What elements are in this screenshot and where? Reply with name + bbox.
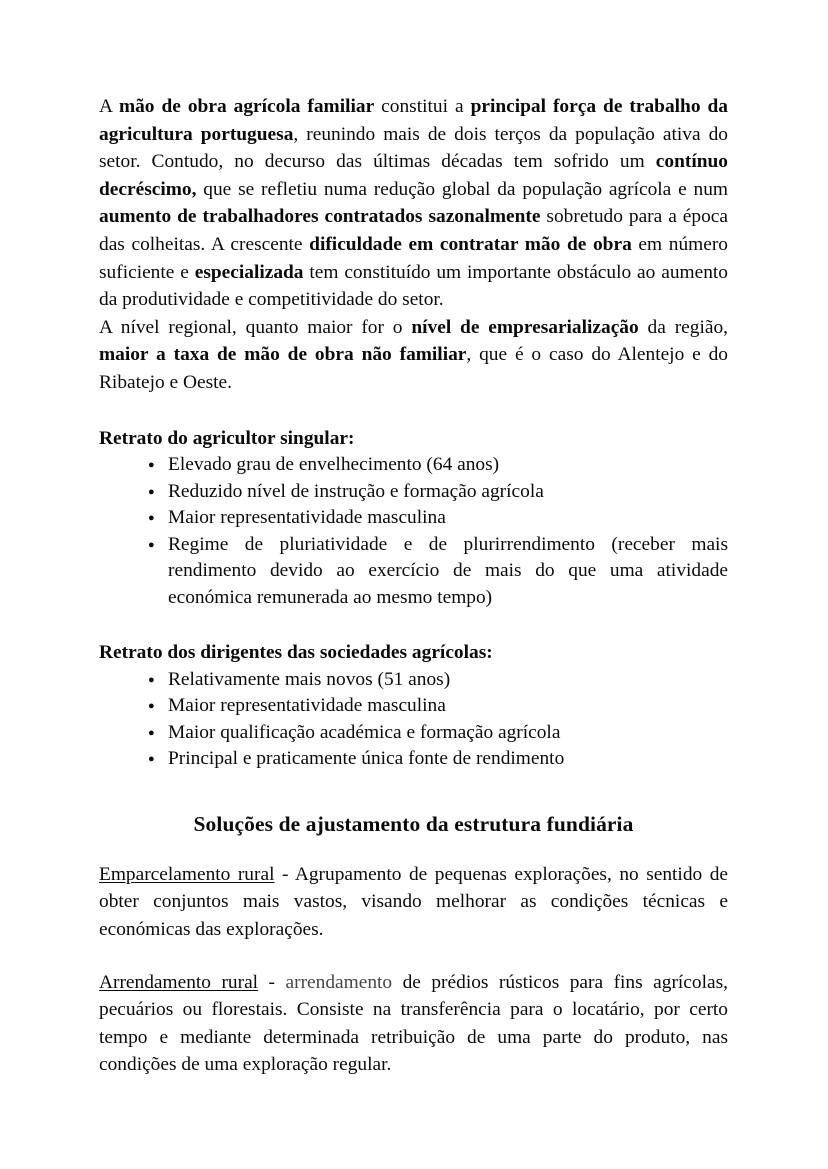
list-item: ● Elevado grau de envelhecimento (64 anos) (148, 452, 728, 479)
heading-retrato-dirigentes-sociedades: Retrato dos dirigentes das sociedades agrícolas: (99, 642, 493, 664)
text-run: , que é o caso do Alentejo e do Ribatejo e Oeste. (99, 344, 728, 393)
text-run: Agrupamento de pequenas explorações, no sentido de obter conjuntos mais vastos, visando melhorar as condições técnicas e económicas das explorações. (99, 863, 729, 940)
text-run: em número suficiente e (99, 233, 728, 283)
text-run: constitui a (374, 96, 471, 117)
text-run: que se refletiu numa redução global da população agrícola e num (196, 178, 728, 200)
list-agricultor-singular (99, 452, 728, 611)
text-run: sobretudo para a época das colheitas. A crescente (99, 206, 728, 255)
text-run: - (258, 971, 286, 993)
document-body (99, 93, 728, 1079)
definition-term: Emparcelamento rural (99, 863, 275, 885)
text-run: A nível regional, quanto maior for o (99, 316, 412, 338)
spacer (99, 611, 728, 639)
spacer (99, 773, 728, 809)
heading-retrato-agricultor-singular: Retrato do agricultor singular: (99, 427, 355, 449)
bold-run-principal-forca: principal força de trabalho da agricultura portuguesa (99, 96, 729, 145)
paragraph-intro (99, 93, 728, 314)
definition-emparcelamento-rural (99, 861, 728, 944)
list-item: ● Maior representatividade masculina (148, 505, 728, 532)
list-item: ● Regime de pluriatividade e de plurirrendimento (receber mais rendimento devido ao exercício de mais do que uma atividade económica remunerada ao mesmo tempo) (148, 532, 728, 612)
bold-run-especializada: especializada (194, 261, 304, 283)
list-item: ● Maior qualificação académica e formação agrícola (148, 720, 728, 747)
definition-lead-word: arrendamento (285, 971, 393, 993)
definition-arrendamento-rural (99, 969, 728, 1079)
heading-solucoes-ajustamento: Soluções de ajustamento da estrutura fundiária (193, 811, 634, 836)
spacer (99, 397, 728, 425)
bold-run-maior-taxa: maior a taxa de mão de obra não familiar (99, 344, 467, 366)
paragraph-regional (99, 314, 728, 397)
text-run: de prédios rústicos para fins agrícolas, pecuários ou florestais. Consiste na transferência para o locatário, por certo tempo e mediante determinada retribuição de uma parte do produto, nas condições de uma exploração regular. (99, 971, 728, 1076)
definition-term: Arrendamento rural (99, 971, 259, 993)
text-run: , reunindo mais de dois terços da população ativa do setor. Contudo, no decurso das últimas décadas tem sofrido um (99, 123, 728, 173)
text-run: - (274, 863, 295, 885)
text-run: A (99, 96, 119, 117)
spacer (99, 944, 728, 969)
text-run: tem constituído um importante obstáculo ao aumento da produtividade e competitividade do setor. (99, 261, 728, 311)
bold-run-dificuldade-contratar: dificuldade em contratar mão de obra (309, 233, 632, 255)
bold-run-continuo-decrescimo: contínuo decréscimo, (99, 151, 728, 200)
bold-run-aumento-trabalhadores: aumento de trabalhadores contratados sazonalmente (99, 206, 541, 228)
list-item: ● Principal e praticamente única fonte de rendimento (148, 746, 728, 773)
bold-run-mao-de-obra: mão de obra agrícola familiar (118, 96, 375, 117)
spacer (99, 839, 728, 861)
text-run: da região, (638, 316, 728, 338)
bold-run-nivel-empresarializacao: nível de empresarialização (411, 316, 639, 338)
list-item: ● Reduzido nível de instrução e formação agrícola (148, 479, 728, 506)
list-item: ● Maior representatividade masculina (148, 693, 728, 720)
list-dirigentes-sociedades (99, 667, 728, 773)
list-item: ● Relativamente mais novos (51 anos) (148, 667, 728, 694)
